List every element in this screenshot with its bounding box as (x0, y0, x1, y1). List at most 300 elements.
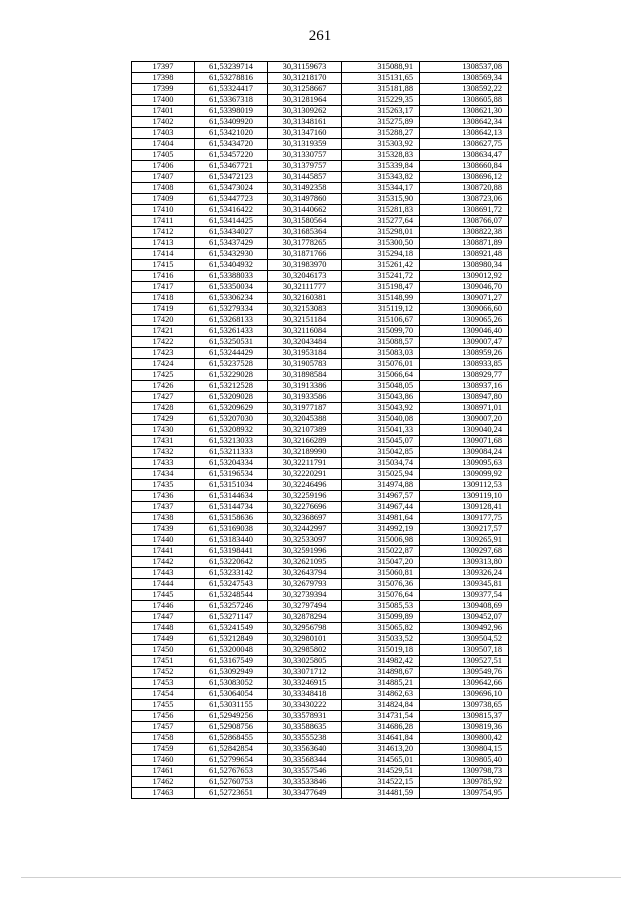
table-row (132, 205, 509, 216)
table-cell: 315045,07 (342, 436, 420, 447)
table-cell: 61,53212528 (195, 381, 268, 392)
table-cell: 61,53144634 (195, 491, 268, 502)
table-cell: 17461 (132, 766, 195, 777)
table-cell: 315343,82 (342, 172, 420, 183)
table-cell: 61,53208932 (195, 425, 268, 436)
table-cell: 1308627,75 (420, 139, 509, 150)
table-cell: 61,53367318 (195, 95, 268, 106)
table-cell: 30,31580564 (268, 216, 342, 227)
table-cell: 17453 (132, 678, 195, 689)
table-cell: 30,32189990 (268, 447, 342, 458)
table-cell: 315106,67 (342, 315, 420, 326)
table-row (132, 414, 509, 425)
table-row (132, 370, 509, 381)
table-cell: 1309007,20 (420, 414, 509, 425)
table-row (132, 392, 509, 403)
table-cell: 30,33348418 (268, 689, 342, 700)
table-cell: 17458 (132, 733, 195, 744)
table-cell: 315043,86 (342, 392, 420, 403)
table-cell: 61,53447723 (195, 194, 268, 205)
table-cell: 1309800,42 (420, 733, 509, 744)
table-cell: 17448 (132, 623, 195, 634)
table-cell: 30,32259196 (268, 491, 342, 502)
coordinates-table-body (132, 62, 509, 799)
table-cell: 17430 (132, 425, 195, 436)
table-cell: 61,53473024 (195, 183, 268, 194)
table-cell: 1309112,53 (420, 480, 509, 491)
table-cell: 61,53271147 (195, 612, 268, 623)
table-cell: 61,53239714 (195, 62, 268, 73)
table-cell: 30,31778265 (268, 238, 342, 249)
table-cell: 17432 (132, 447, 195, 458)
table-cell: 17439 (132, 524, 195, 535)
table-cell: 315025,94 (342, 469, 420, 480)
table-cell: 61,53388033 (195, 271, 268, 282)
table-cell: 17429 (132, 414, 195, 425)
table-cell: 17446 (132, 601, 195, 612)
table-cell: 17421 (132, 326, 195, 337)
table-row (132, 106, 509, 117)
table-cell: 61,52723651 (195, 788, 268, 799)
table-cell: 1309798,73 (420, 766, 509, 777)
table-row (132, 425, 509, 436)
table-cell: 17400 (132, 95, 195, 106)
table-cell: 17442 (132, 557, 195, 568)
table-cell: 1309738,65 (420, 700, 509, 711)
table-row (132, 194, 509, 205)
table-cell: 61,53200048 (195, 645, 268, 656)
table-cell: 1309065,26 (420, 315, 509, 326)
table-cell: 1309819,36 (420, 722, 509, 733)
table-cell: 30,32591996 (268, 546, 342, 557)
table-cell: 315339,84 (342, 161, 420, 172)
table-cell: 30,32980101 (268, 634, 342, 645)
table-row (132, 238, 509, 249)
table-cell: 61,53404932 (195, 260, 268, 271)
table-row (132, 337, 509, 348)
table-row (132, 62, 509, 73)
table-cell: 30,32246496 (268, 480, 342, 491)
table-row (132, 458, 509, 469)
table-cell: 61,52949256 (195, 711, 268, 722)
table-cell: 1308696,12 (420, 172, 509, 183)
table-cell: 314982,42 (342, 656, 420, 667)
table-cell: 17460 (132, 755, 195, 766)
table-cell: 30,31281964 (268, 95, 342, 106)
table-cell: 17425 (132, 370, 195, 381)
table-row (132, 326, 509, 337)
table-cell: 30,32797494 (268, 601, 342, 612)
table-row (132, 260, 509, 271)
table-cell: 17451 (132, 656, 195, 667)
table-cell: 315047,20 (342, 557, 420, 568)
table-cell: 314613,20 (342, 744, 420, 755)
table-cell: 315048,05 (342, 381, 420, 392)
table-cell: 30,32276696 (268, 502, 342, 513)
table-cell: 315076,36 (342, 579, 420, 590)
table-cell: 315041,33 (342, 425, 420, 436)
table-cell: 315298,01 (342, 227, 420, 238)
table-cell: 315022,87 (342, 546, 420, 557)
table-cell: 315006,98 (342, 535, 420, 546)
table-cell: 61,52760753 (195, 777, 268, 788)
table-cell: 315099,70 (342, 326, 420, 337)
table-cell: 1309313,80 (420, 557, 509, 568)
table-row (132, 777, 509, 788)
table-cell: 314974,88 (342, 480, 420, 491)
table-cell: 30,32116084 (268, 326, 342, 337)
table-cell: 315088,91 (342, 62, 420, 73)
table-cell: 17426 (132, 381, 195, 392)
table-row (132, 733, 509, 744)
table-cell: 1309040,24 (420, 425, 509, 436)
table-cell: 315328,83 (342, 150, 420, 161)
table-cell: 17449 (132, 634, 195, 645)
table-cell: 315088,57 (342, 337, 420, 348)
table-cell: 61,53158636 (195, 513, 268, 524)
table-cell: 61,53324417 (195, 84, 268, 95)
table-cell: 1309084,24 (420, 447, 509, 458)
table-row (132, 645, 509, 656)
table-cell: 17409 (132, 194, 195, 205)
table-cell: 1309377,54 (420, 590, 509, 601)
table-cell: 1309099,92 (420, 469, 509, 480)
table-cell: 315344,17 (342, 183, 420, 194)
table-row (132, 469, 509, 480)
table-cell: 30,31348161 (268, 117, 342, 128)
table-cell: 315275,89 (342, 117, 420, 128)
table-cell: 17424 (132, 359, 195, 370)
table-cell: 17445 (132, 590, 195, 601)
table-cell: 30,33578931 (268, 711, 342, 722)
table-cell: 1309007,47 (420, 337, 509, 348)
table-cell: 17417 (132, 282, 195, 293)
table-cell: 61,53432930 (195, 249, 268, 260)
table-row (132, 491, 509, 502)
table-cell: 314898,67 (342, 667, 420, 678)
table-cell: 17428 (132, 403, 195, 414)
table-cell: 315131,65 (342, 73, 420, 84)
table-cell: 30,32211791 (268, 458, 342, 469)
table-cell: 61,53306234 (195, 293, 268, 304)
table-cell: 17441 (132, 546, 195, 557)
table-cell: 17411 (132, 216, 195, 227)
table-row (132, 755, 509, 766)
table-cell: 30,32442997 (268, 524, 342, 535)
table-cell: 314981,64 (342, 513, 420, 524)
table-cell: 61,53209028 (195, 392, 268, 403)
table-cell: 17416 (132, 271, 195, 282)
table-cell: 1309071,27 (420, 293, 509, 304)
table-cell: 315229,35 (342, 95, 420, 106)
table-cell: 17412 (132, 227, 195, 238)
table-row (132, 293, 509, 304)
table-cell: 1309217,57 (420, 524, 509, 535)
table-cell: 30,33430222 (268, 700, 342, 711)
table-cell: 1308933,85 (420, 359, 509, 370)
table-cell: 61,53169038 (195, 524, 268, 535)
table-cell: 30,32153083 (268, 304, 342, 315)
table-cell: 30,31218170 (268, 73, 342, 84)
table-cell: 61,53434720 (195, 139, 268, 150)
table-cell: 61,52908756 (195, 722, 268, 733)
table-cell: 17415 (132, 260, 195, 271)
table-cell: 1308723,06 (420, 194, 509, 205)
table-row (132, 447, 509, 458)
table-cell: 30,32045388 (268, 414, 342, 425)
table-cell: 30,31933586 (268, 392, 342, 403)
table-cell: 30,31497860 (268, 194, 342, 205)
table-cell: 61,53350034 (195, 282, 268, 293)
table-cell: 315076,64 (342, 590, 420, 601)
table-cell: 1309549,76 (420, 667, 509, 678)
table-row (132, 139, 509, 150)
table-cell: 315300,50 (342, 238, 420, 249)
table-cell: 61,53183440 (195, 535, 268, 546)
table-cell: 61,53268133 (195, 315, 268, 326)
table-cell: 61,52767653 (195, 766, 268, 777)
table-cell: 17455 (132, 700, 195, 711)
table-cell: 30,33568344 (268, 755, 342, 766)
table-cell: 17404 (132, 139, 195, 150)
table-row (132, 557, 509, 568)
table-cell: 1308937,16 (420, 381, 509, 392)
table-cell: 61,53237528 (195, 359, 268, 370)
table-cell: 61,53064054 (195, 689, 268, 700)
table-cell: 17440 (132, 535, 195, 546)
table-cell: 315040,08 (342, 414, 420, 425)
table-cell: 61,53457220 (195, 150, 268, 161)
table-cell: 314967,44 (342, 502, 420, 513)
table-row (132, 216, 509, 227)
table-row (132, 315, 509, 326)
table-cell: 30,31159673 (268, 62, 342, 73)
table-row (132, 722, 509, 733)
table-cell: 61,53196534 (195, 469, 268, 480)
table-cell: 61,53250531 (195, 337, 268, 348)
table-cell: 1309754,95 (420, 788, 509, 799)
table-cell: 315263,17 (342, 106, 420, 117)
table-cell: 1309805,40 (420, 755, 509, 766)
table-cell: 1308642,34 (420, 117, 509, 128)
table-cell: 1308569,34 (420, 73, 509, 84)
page-edge-line (21, 877, 621, 878)
table-cell: 17454 (132, 689, 195, 700)
table-cell: 61,53212849 (195, 634, 268, 645)
table-cell: 30,31983970 (268, 260, 342, 271)
table-cell: 1308871,89 (420, 238, 509, 249)
table-cell: 1309071,68 (420, 436, 509, 447)
table-cell: 61,53437429 (195, 238, 268, 249)
table-cell: 1309046,40 (420, 326, 509, 337)
table-cell: 315198,47 (342, 282, 420, 293)
table-cell: 61,53467721 (195, 161, 268, 172)
table-cell: 61,53244429 (195, 348, 268, 359)
table-cell: 30,31492358 (268, 183, 342, 194)
table-row (132, 623, 509, 634)
table-cell: 1309696,10 (420, 689, 509, 700)
table-cell: 1308634,47 (420, 150, 509, 161)
table-cell: 17427 (132, 392, 195, 403)
table-cell: 17459 (132, 744, 195, 755)
table-cell: 315303,92 (342, 139, 420, 150)
table-cell: 61,53416422 (195, 205, 268, 216)
table-cell: 30,32985802 (268, 645, 342, 656)
table-cell: 30,33071712 (268, 667, 342, 678)
table-cell: 30,31319359 (268, 139, 342, 150)
table-cell: 17456 (132, 711, 195, 722)
table-cell: 30,31440662 (268, 205, 342, 216)
table-cell: 1309046,70 (420, 282, 509, 293)
table-cell: 314862,63 (342, 689, 420, 700)
table-row (132, 788, 509, 799)
table-cell: 315261,42 (342, 260, 420, 271)
table-cell: 30,32679793 (268, 579, 342, 590)
table-cell: 61,53151034 (195, 480, 268, 491)
table-cell: 315294,18 (342, 249, 420, 260)
table-cell: 61,53213033 (195, 436, 268, 447)
table-cell: 17406 (132, 161, 195, 172)
table-cell: 17418 (132, 293, 195, 304)
table-row (132, 711, 509, 722)
table-cell: 1309642,66 (420, 678, 509, 689)
table-cell: 1309012,92 (420, 271, 509, 282)
table-cell: 61,53229028 (195, 370, 268, 381)
table-cell: 30,31898584 (268, 370, 342, 381)
table-cell: 30,32739394 (268, 590, 342, 601)
table-row (132, 183, 509, 194)
table-cell: 30,32956798 (268, 623, 342, 634)
table-cell: 1308929,77 (420, 370, 509, 381)
table-row (132, 172, 509, 183)
table-cell: 61,52868455 (195, 733, 268, 744)
table-cell: 17408 (132, 183, 195, 194)
table-cell: 1308642,13 (420, 128, 509, 139)
table-cell: 30,32160381 (268, 293, 342, 304)
table-cell: 315148,99 (342, 293, 420, 304)
table-cell: 17431 (132, 436, 195, 447)
table-row (132, 667, 509, 678)
table-cell: 30,31871766 (268, 249, 342, 260)
table-cell: 30,31330757 (268, 150, 342, 161)
table-cell: 61,53398019 (195, 106, 268, 117)
table-cell: 1308959,26 (420, 348, 509, 359)
table-cell: 315033,52 (342, 634, 420, 645)
table-cell: 1309452,07 (420, 612, 509, 623)
table-cell: 17397 (132, 62, 195, 73)
table-cell: 30,33555238 (268, 733, 342, 744)
table-cell: 17398 (132, 73, 195, 84)
table-cell: 1308691,72 (420, 205, 509, 216)
table-cell: 17450 (132, 645, 195, 656)
table-cell: 61,53241549 (195, 623, 268, 634)
table-cell: 61,53248544 (195, 590, 268, 601)
table-cell: 1308660,84 (420, 161, 509, 172)
table-cell: 314967,57 (342, 491, 420, 502)
table-cell: 30,32621095 (268, 557, 342, 568)
table-cell: 30,31379757 (268, 161, 342, 172)
table-cell: 61,53233142 (195, 568, 268, 579)
table-cell: 17402 (132, 117, 195, 128)
table-cell: 17463 (132, 788, 195, 799)
table-cell: 314731,54 (342, 711, 420, 722)
table-cell: 1309492,96 (420, 623, 509, 634)
table-cell: 315043,92 (342, 403, 420, 414)
table-cell: 61,53257246 (195, 601, 268, 612)
table-row (132, 502, 509, 513)
coordinates-table (131, 61, 509, 799)
table-cell: 1308980,34 (420, 260, 509, 271)
table-cell: 315042,85 (342, 447, 420, 458)
table-cell: 61,52842854 (195, 744, 268, 755)
table-row (132, 601, 509, 612)
table-row (132, 150, 509, 161)
table-cell: 315083,03 (342, 348, 420, 359)
table-cell: 30,31685364 (268, 227, 342, 238)
table-cell: 17419 (132, 304, 195, 315)
table-cell: 17438 (132, 513, 195, 524)
table-cell: 1309345,81 (420, 579, 509, 590)
table-cell: 17403 (132, 128, 195, 139)
table-cell: 30,31905783 (268, 359, 342, 370)
table-cell: 315065,82 (342, 623, 420, 634)
table-row (132, 436, 509, 447)
table-cell: 61,53220642 (195, 557, 268, 568)
table-cell: 61,52799654 (195, 755, 268, 766)
table-cell: 30,33477649 (268, 788, 342, 799)
table-row (132, 117, 509, 128)
table-cell: 17413 (132, 238, 195, 249)
table-cell: 30,31913386 (268, 381, 342, 392)
table-row (132, 590, 509, 601)
table-cell: 61,53247543 (195, 579, 268, 590)
table-cell: 1309507,18 (420, 645, 509, 656)
table-cell: 1309066,60 (420, 304, 509, 315)
table-cell: 17452 (132, 667, 195, 678)
table-cell: 61,53198441 (195, 546, 268, 557)
table-cell: 1309128,41 (420, 502, 509, 513)
table-cell: 61,53144734 (195, 502, 268, 513)
table-cell: 30,31258667 (268, 84, 342, 95)
table-row (132, 579, 509, 590)
table-cell: 1309804,15 (420, 744, 509, 755)
table-cell: 17420 (132, 315, 195, 326)
table-cell: 1309326,24 (420, 568, 509, 579)
table-row (132, 535, 509, 546)
table-cell: 315181,88 (342, 84, 420, 95)
table-cell: 1309527,51 (420, 656, 509, 667)
table-cell: 61,53434027 (195, 227, 268, 238)
table-row (132, 634, 509, 645)
table-cell: 30,33246915 (268, 678, 342, 689)
table-cell: 1309297,68 (420, 546, 509, 557)
table-cell: 315085,53 (342, 601, 420, 612)
table-cell: 314824,84 (342, 700, 420, 711)
table-cell: 61,53031155 (195, 700, 268, 711)
table-cell: 17435 (132, 480, 195, 491)
table-cell: 1309504,52 (420, 634, 509, 645)
table-cell: 1308605,88 (420, 95, 509, 106)
table-cell: 61,53409920 (195, 117, 268, 128)
table-cell: 17433 (132, 458, 195, 469)
table-row (132, 348, 509, 359)
table-cell: 315019,18 (342, 645, 420, 656)
table-cell: 1309119,10 (420, 491, 509, 502)
table-row (132, 480, 509, 491)
table-row (132, 73, 509, 84)
table-cell: 1309177,75 (420, 513, 509, 524)
table-cell: 17447 (132, 612, 195, 623)
